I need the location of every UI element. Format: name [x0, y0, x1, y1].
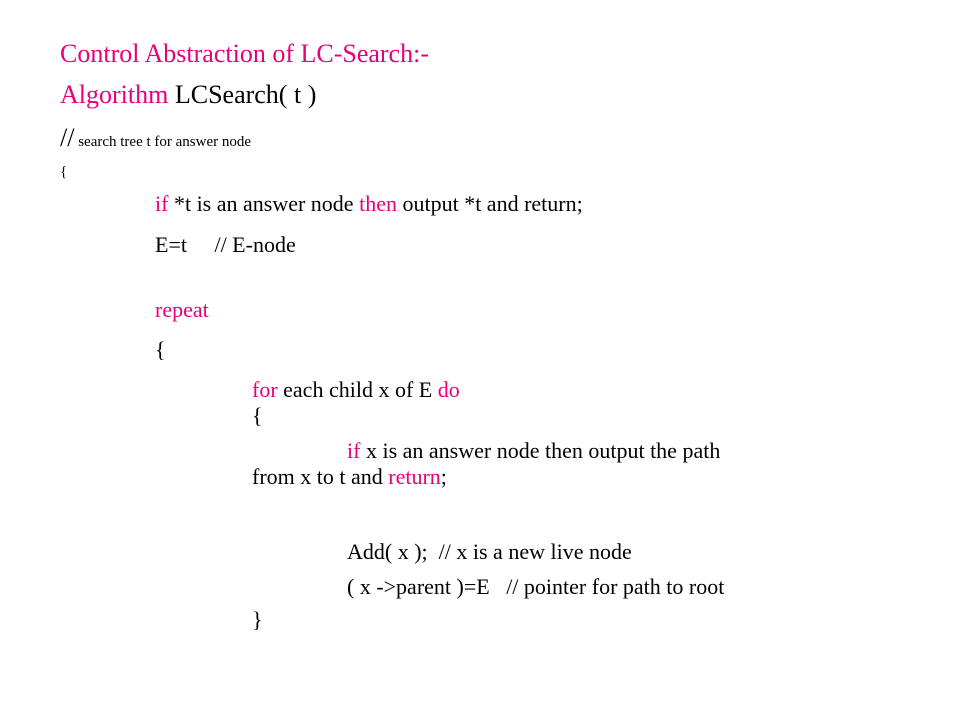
- e-node-line: E=t // E-node: [155, 232, 296, 257]
- if-answer-node-line: [155, 192, 583, 216]
- return-keyword: return: [388, 464, 441, 489]
- repeat-keyword: repeat: [155, 297, 209, 322]
- slide-heading: Control Abstraction of LC-Search:-: [60, 39, 429, 68]
- semicolon: ;: [440, 464, 447, 489]
- from-x-line: [252, 465, 447, 489]
- open-brace-repeat: {: [155, 337, 166, 362]
- if-x-answer-line: [347, 439, 720, 463]
- add-x-line: Add( x ); // x is a new live node: [347, 539, 632, 564]
- for-text: each child x of E: [277, 377, 438, 402]
- close-brace-for: }: [252, 607, 263, 632]
- parent-line: ( x ->parent )=E // pointer for path to root: [347, 574, 725, 599]
- for-keyword: for: [252, 377, 278, 402]
- open-brace-for: {: [252, 403, 263, 428]
- comment-text: search tree t for answer node: [74, 134, 252, 150]
- if-text-2: output *t and return;: [396, 191, 583, 216]
- comment-slashes: //: [60, 123, 75, 152]
- if-keyword: if: [155, 191, 169, 216]
- for-each-line: [252, 378, 460, 402]
- algorithm-name: LCSearch( t ): [168, 80, 317, 109]
- if-text-1: *t is an answer node: [168, 191, 360, 216]
- from-text: from x to t and: [252, 464, 389, 489]
- then-keyword: then: [359, 191, 397, 216]
- algorithm-signature: [60, 81, 316, 110]
- if-x-text: x is an answer node then output the path: [360, 438, 721, 463]
- algorithm-keyword: Algorithm: [60, 80, 169, 109]
- algorithm-comment: [60, 124, 251, 153]
- if-keyword-2: if: [347, 438, 361, 463]
- open-brace-outer: {: [60, 164, 68, 180]
- do-keyword: do: [437, 377, 460, 402]
